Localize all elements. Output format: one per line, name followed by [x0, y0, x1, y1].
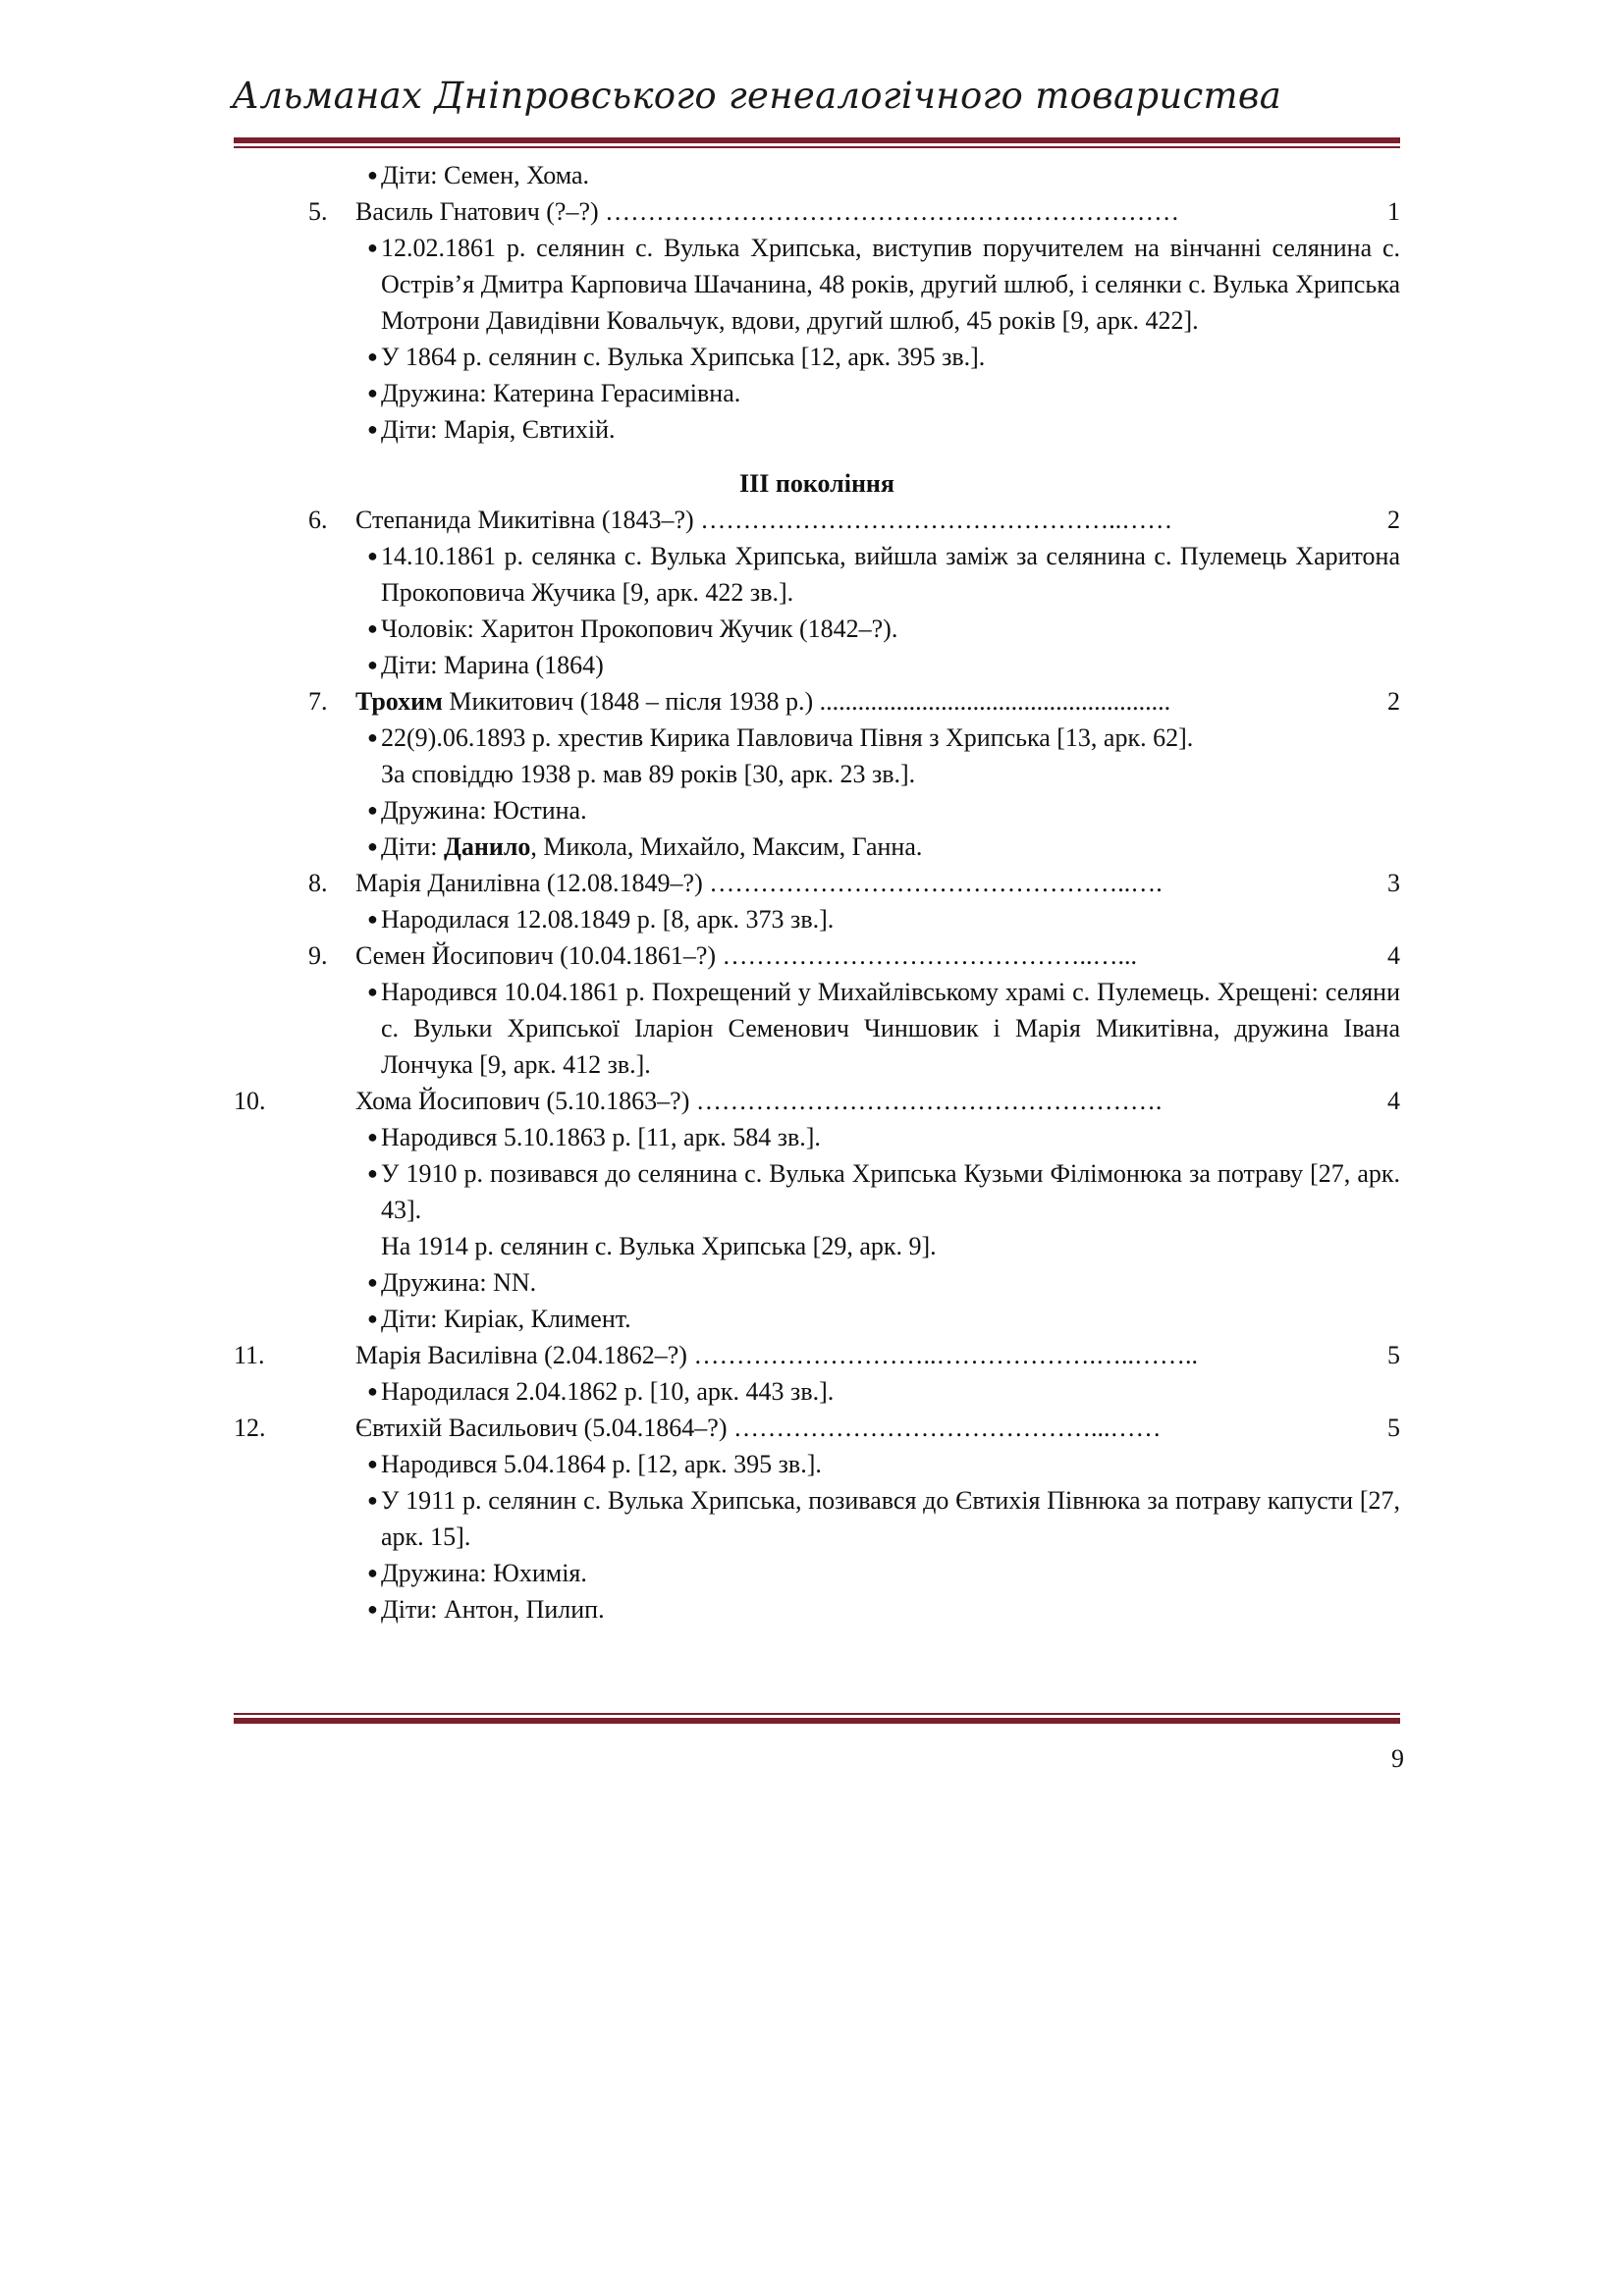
genealogy-content	[234, 157, 1400, 1628]
list-item: ● Дружина: Катерина Герасимівна.	[367, 379, 741, 407]
list-item: ● У 1864 р. селянин с. Вулька Хрипська [12, арк. 395 зв.].	[367, 343, 986, 371]
entry-9: 9. Семен Йосипович (10.04.1861–?) ……………………………………..…... 4	[308, 941, 1400, 970]
list-item: ● Діти: Марина (1864)	[367, 651, 604, 679]
list-item: ● Діти: Данило, Микола, Михайло, Максим, Ганна.	[367, 832, 923, 861]
list-item: ● 22(9).06.1893 р. хрестив Кирика Павловича Півня з Хрипська [13, арк. 62].	[367, 723, 1194, 752]
list-item: ● 12.02.1861 р. селянин с. Вулька Хрипська, виступив поручителем на вінчанні селянина с. Острів’я Дмитра Карповича Шачанина, 48 років, другий шлюб, і селянки с. Вулька Хрипська Мотрони Давидівни Ковальчук, вдови, другий шлюб, 45 років [9, арк. 422].	[367, 234, 1400, 335]
list-item: ● Дружина: Юстина.	[367, 796, 587, 825]
entry-10: 10. Хома Йосипович (5.10.1863–?) ………………………………………………. 4	[234, 1087, 1400, 1115]
list-item: ● 14.10.1861 р. селянка с. Вулька Хрипська, вийшла заміж за селянина с. Пулемець Харитона Прокоповича Жучика [9, арк. 422 зв.].	[367, 542, 1400, 607]
entry-6: 6. Степанида Микитівна (1843–?) …………………………………………..…… 2	[308, 506, 1400, 534]
list-item: ● Дружина: NN.	[367, 1268, 537, 1297]
list-item: ● Діти: Марія, Євтихій.	[367, 415, 616, 444]
entry-11: 11. Марія Василівна (2.04.1862–?) ………………………..……………….…..…….. 5	[234, 1341, 1400, 1369]
list-item: ● Народилася 12.08.1849 р. [8, арк. 373 зв.].	[367, 905, 835, 934]
list-item: ● У 1911 р. селянин с. Вулька Хрипська, позивався до Євтихія Півнюка за потраву капусти [27, арк. 15].	[367, 1486, 1400, 1551]
list-item: ● Діти: Киріак, Климент.	[367, 1305, 631, 1333]
list-item: ● Діти: Антон, Пилип.	[367, 1595, 605, 1624]
generation-title: ІІІ покоління	[739, 469, 894, 498]
list-item: ● Народився 5.10.1863 р. [11, арк. 584 зв.].	[367, 1123, 821, 1151]
entry-12: 12. Євтихій Васильович (5.04.1864–?) ……………………………………...…… 5	[234, 1414, 1400, 1442]
list-item: ● Дружина: Юхимія.	[367, 1559, 587, 1587]
page-number: 9	[1391, 1744, 1404, 1773]
entry-7-name: Трохим	[355, 687, 443, 716]
list-item: ● У 1910 р. позивався до селянина с. Вулька Хрипська Кузьми Філімонюка за потраву [27, арк. 43].	[367, 1159, 1400, 1224]
list-item: ● Чоловік: Харитон Прокопович Жучик (1842–?).	[367, 614, 898, 643]
footer-rule	[234, 1713, 1400, 1724]
list-item: ● Народився 10.04.1861 р. Похрещений у Михайлівському храмі с. Пулемець. Хрещені: селяни с. Вульки Хрипської Іларіон Семенович Чиншовик і Марія Микитівна, дружина Івана Лончука [9, арк. 412 зв.].	[367, 978, 1400, 1079]
entry-7: 7. Трохим Микитович (1848 – після 1938 р.) ....................................................... 2	[308, 687, 1400, 716]
list-item-continuation: За сповіддю 1938 р. мав 89 років [30, арк. 23 зв.].	[381, 760, 916, 788]
entry-5: 5. Василь Гнатович (?–?) …………………………………….…….……………… 1	[308, 197, 1400, 226]
list-item: ● Діти: Семен, Хома.	[367, 161, 590, 189]
list-item: ● Народилася 2.04.1862 р. [10, арк. 443 зв.].	[367, 1377, 835, 1406]
list-item-continuation: На 1914 р. селянин с. Вулька Хрипська [29, арк. 9].	[381, 1232, 937, 1260]
list-item: ● Народився 5.04.1864 р. [12, арк. 395 зв.].	[367, 1450, 822, 1478]
entry-8: 8. Марія Данилівна (12.08.1849–?) …………………………………………..…. 3	[308, 869, 1400, 897]
almanac-header-title: Альманах Дніпровського генеалогічного товариства	[232, 75, 1282, 117]
header-rule	[234, 137, 1400, 148]
